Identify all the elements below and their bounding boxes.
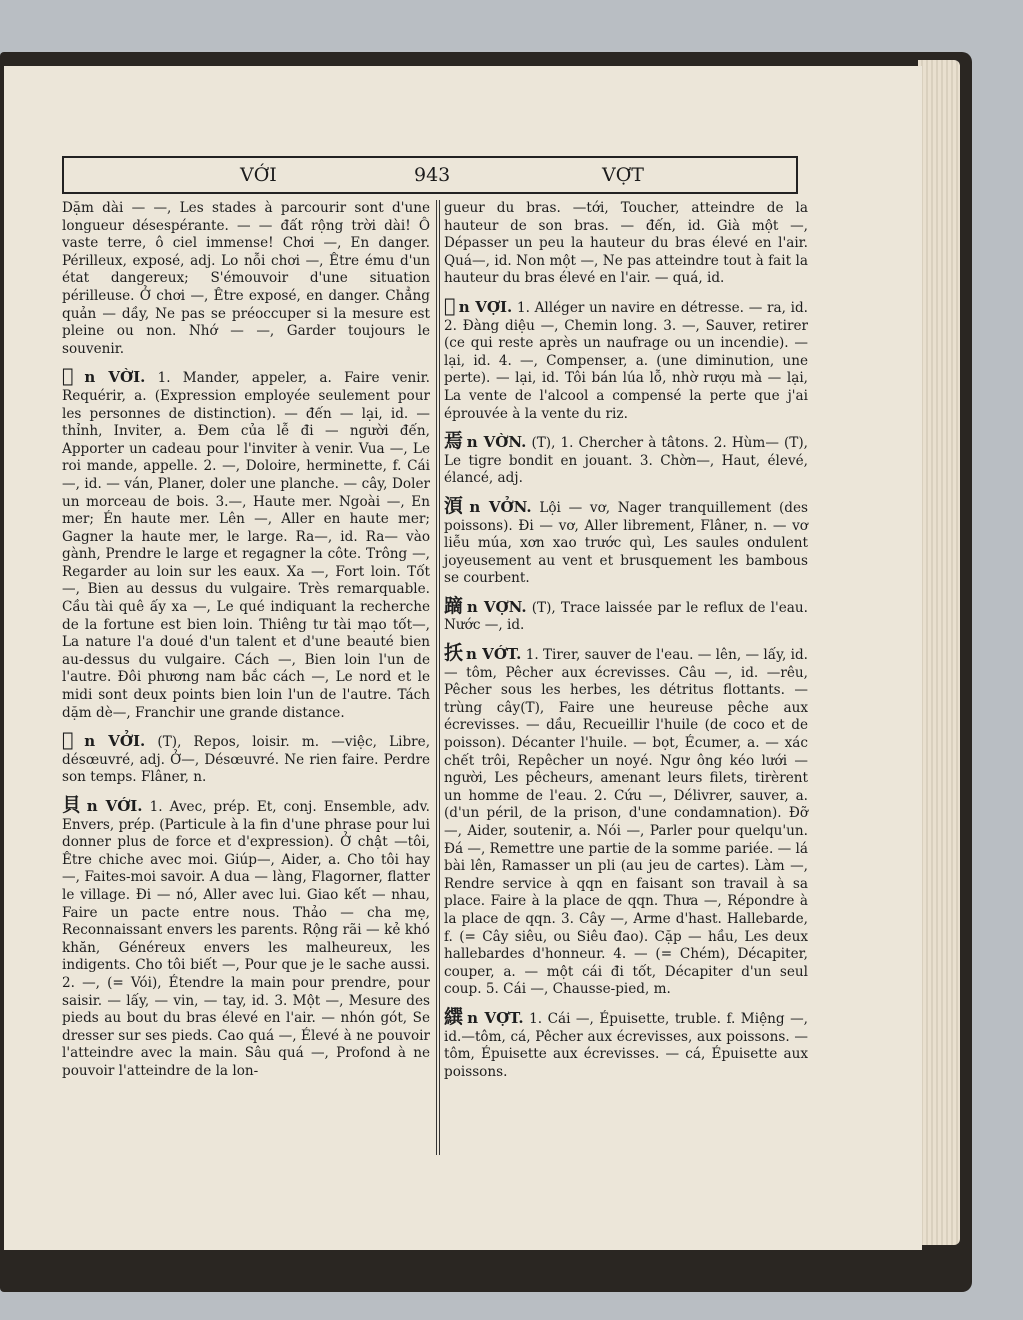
entry-body: (T), Trace laissée par le reflux de l'eau. Nước —, id. — [444, 599, 808, 634]
right-column — [444, 200, 808, 1091]
entry-body: 1. Avec, prép. Et, conj. Ensemble, adv. Envers, prép. (Particule à la fin d'une phrase pour lui donner plus de force et d'expression). Ở chật —tôi, Être chiche avec moi. Giúp—, Aider, a. Cho tôi hay —, Faites-moi savoir. A dua — làng, Flagorner, flatter le village. Đi — nó, Aller avec lui. Giao kết — nhau, Faire un pacte entre nous. Thảo — cha mẹ, Reconnaissant envers les parents. Rộng rãi — kẻ khó khăn, Généreux envers les malheureux, les indigents. Cho tôi biết —, Pour que je le sache aussi. 2. —, (= Vói), Étendre la main pour prendre, pour saisir. — lấy, — vin, — tay, id. 3. Một —, Mesure des pieds au bout du bras élevé en l'air. — nhón gót, Se dresser sur ses pieds. Cao quá —, Élevé à ne pouvoir l'atteindre avec la main. Sâu quá —, Profond à ne pouvoir l'atteindre de la lon- — [62, 799, 430, 1079]
dictionary-entry — [62, 729, 431, 787]
entry-body: (T), Repos, loisir. m. —việc, Libre, désœuvré, adj. Ở—, Désœuvré. Ne rien faire. Perdre son temps. Flâner, n. — [62, 734, 431, 786]
entry-body: 1. Cái —, Épuisette, truble. f. Miệng —, id.—tôm, cá, Pêcher aux écrevisses, aux poissons. — tôm, Épuisette aux écrevisses. — cá, Épuisette aux poissons. — [444, 1010, 808, 1080]
chu-nom-character: 蹢 — [444, 594, 464, 617]
headword: n VỚT. — [466, 645, 522, 664]
continued-entry — [444, 200, 808, 288]
dictionary-entry — [444, 294, 808, 423]
entry-body: (T), 1. Chercher à tâtons. 2. Hùm— (T), Le tigre bondit en jouant. 3. Chờn—, Haut, élevé, élancé, adj. — [444, 435, 808, 487]
left-guide-word: VỚI — [240, 164, 277, 186]
right-guide-word: VỢT — [602, 164, 644, 186]
chu-nom-character: 焉 — [444, 430, 464, 453]
chu-nom-character: 扷 — [444, 642, 464, 665]
entry-body: Lội — vơ, Nager tranquillement (des poissons). Đi — vơ, Aller librement, Flâner, n. — vơ liễu múa, xơn xao trước quì, Les saules ondulent joyeusement au vent et brusquement les bambous se courbent. — [444, 499, 808, 587]
dictionary-entry — [444, 494, 808, 588]
chu-nom-character: 𠽔 — [62, 365, 82, 388]
dictionary-entry — [62, 794, 430, 1081]
left-column — [62, 200, 430, 1091]
headword: n VỜN. — [466, 433, 527, 452]
dictionary-entry — [62, 365, 430, 722]
dictionary-entry — [444, 1005, 808, 1081]
entry-body: gueur du bras. —tới, Toucher, atteindre de la hauteur de son bras. — đến, id. Già một —, Dépasser un peu la hauteur du bras élevé en l'air. Quá—, id. Non một —, Ne pas atteindre tout à fait la hauteur du bras élevé en l'air. — quá, id. — [444, 200, 808, 287]
headword: n VỢN. — [466, 597, 527, 616]
dictionary-entry — [444, 594, 808, 635]
chu-nom-character: 湏 — [444, 494, 467, 517]
dictionary-entry — [444, 430, 808, 488]
entry-body: 1. Mander, appeler, a. Faire venir. Requérir, a. (Expression employée seulement pour les personnes de distinction). — đến — lại, id. — thỉnh, Inviter, a. Đem của lễ đi — người đến, Apporter un cadeau pour l'inviter à venir. Vua —, Le roi mande, appelle. 2. —, Doloire, herminette, f. Cái —, id. — ván, Planer, doler une planche. — cây, Doler un morceau de bois. 3.—, Haute mer. Ngoài —, En mer; Én haute mer. Lên —, Aller en haute mer; Gagner la haute mer, le large. Ra—, id. Ra— vào gành, Prendre le large et regagner la côte. Trông —, Regarder au loin sur les eaux. Xa —, Fort loin. Tốt —, Bien au dessus du vulgaire. Très remarquable. Cầu tài quê ấy xa —, Le qué indiquant la recherche de la fortune est bien loin. Thiêng tư tài mạo tốt—, La nature l'a doué d'un talent et d'une beauté bien au-dessus du vulgaire. Cách —, Bien loin l'un de l'autre. Đôi phương nam bắc cách —, Le nord et le midi sont deux points bien loin l'un de l'autre. Tách dặm dè—, Franchir une grande distance. — [62, 370, 430, 721]
page-header — [62, 156, 798, 194]
page-edges — [918, 60, 960, 1245]
continued-entry — [62, 200, 430, 358]
chu-nom-character: 繏 — [444, 1005, 465, 1028]
headword: n VỢI. — [458, 297, 513, 316]
headword: n VỜI. — [84, 368, 146, 387]
entry-body: 1. Tirer, sauver de l'eau. — lên, — lấy, id. — tôm, Pêcher aux écrevisses. Câu —, id. —rêu, Pêcher sous les herbes, les détritus flottants. —trùng cây(T), Faire une heureuse pêche aux écrevisses. — dầu, Recueillir l'huile (de coco et de poisson). Décanter l'huile. — bọt, Écumer, a. — xác chết trôi, Repêcher un noyé. Ngư ông kéo lưới — người, Les pêcheurs, amenant leurs filets, tirèrent un homme de l'eau. 2. Cứu —, Délivrer, sauver, a. (d'un péril, de la prison, d'une condamnation). Đỡ —, Aider, soutenir, a. Nói —, Parler pour quelqu'un. Đá —, Remettre une partie de la somme pariée. — lá bài lên, Ramasser un pli (au jeu de cartes). Làm —, Rendre service à qqn en faisant son travail à sa place. Faire à la place de qqn. Thưa —, Répondre à la place de qqn. 3. Cây —, Arme d'hast. Hallebarde, f. (= Cây siêu, ou Siêu đao). Cặp — hầu, Les deux hallebardes d'honneur. 4. — (= Chém), Décapiter, couper, a. — một cái đi tốt, Décapiter d'un seul coup. 5. Cái —, Chausse-pied, m. — [444, 647, 808, 998]
column-divider-inner — [439, 200, 440, 1155]
headword: n VỞI. — [84, 732, 146, 751]
chu-nom-character: 𣾽 — [444, 294, 456, 317]
entry-body: 1. Alléger un navire en détresse. — ra, id. 2. Đàng diệu —, Chemin long. 3. —, Sauver, retirer (ce qui reste après un naufrage ou un incendie). — lại, id. 4. —, Compenser, a. (une diminution, une perte). — lại, id. Tôi bán lúa lỗ, nhờ rượu mà — lại, La vente de l'alcool a compensé la perte que j'ai éprouvée à la vente du riz. — [444, 299, 808, 422]
headword: n VỢT. — [467, 1008, 524, 1027]
column-divider — [436, 200, 437, 1155]
entry-body: Dặm dài — —, Les stades à parcourir sont d'une longueur désespérante. — — đất rộng trời dài! Ô vaste terre, ô ciel immense! Chơi —, En danger. Périlleux, exposé, adj. Lo nỗi chơi —, Être ému d'un état dangereux; S'émouvoir d'une situation périlleuse. Ở chơi —, Être exposé, en danger. Chẳng quản — dầy, Ne pas se préoccuper si la mesure est pleine ou non. Nhớ — —, Garder toujours le souvenir. — [62, 200, 430, 357]
chu-nom-character: 貝 — [62, 794, 84, 816]
headword: n VỞN. — [469, 497, 532, 516]
page-number: 943 — [414, 164, 451, 186]
dictionary-entry — [444, 642, 808, 999]
chu-nom-character: 𨓐 — [62, 729, 82, 752]
headword: n VỚI. — [86, 797, 143, 815]
